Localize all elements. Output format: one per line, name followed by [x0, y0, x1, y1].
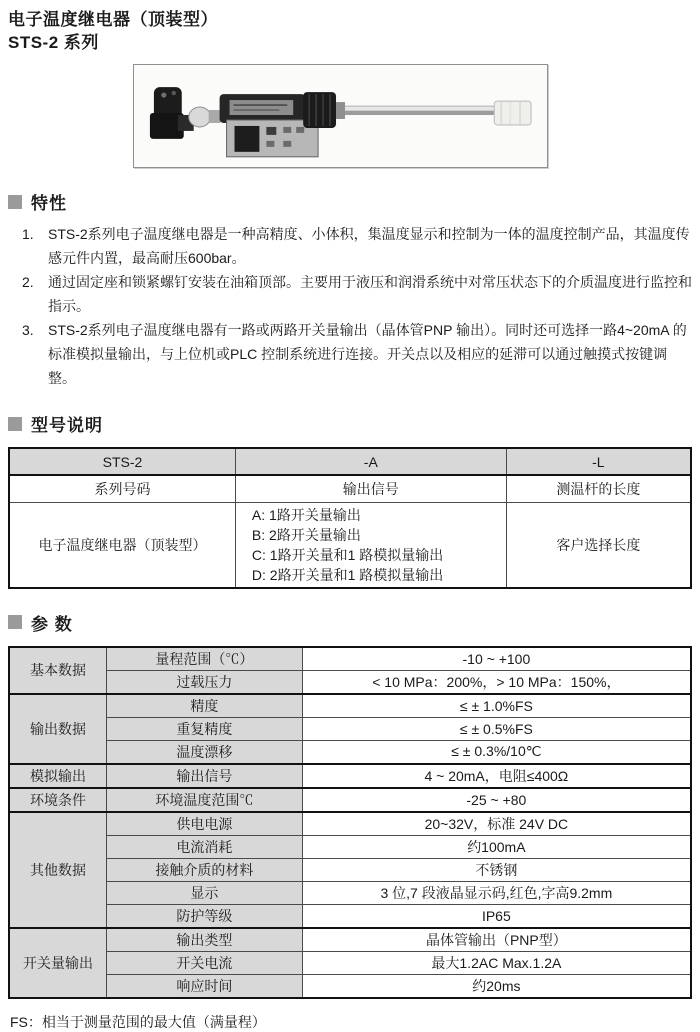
page-title: 电子温度继电器（顶装型） [8, 10, 218, 29]
param-label-cell: 开关电流 [107, 951, 303, 974]
table-row [9, 951, 691, 974]
list-item [22, 270, 694, 318]
model-code-cell: -A [235, 448, 506, 475]
param-group-cell: 输出数据 [9, 694, 107, 764]
table-row [9, 928, 691, 952]
table-row [9, 694, 691, 718]
footnote: FS：相当于测量范围的最大值（满量程） [10, 1013, 266, 1030]
param-label-cell: 精度 [107, 694, 303, 718]
section-heading-model [8, 411, 692, 436]
param-label-cell: 温度漂移 [107, 740, 303, 764]
table-row [9, 502, 691, 588]
section-heading-features [8, 189, 692, 214]
table-row [9, 835, 691, 858]
param-label-cell: 环境温度范围℃ [107, 788, 303, 812]
model-label-cell: 测温杆的长度 [506, 475, 691, 502]
table-row [9, 448, 691, 475]
model-detail-cell: 电子温度继电器（顶装型） [9, 502, 235, 588]
param-value-cell: 约20ms [302, 974, 691, 998]
param-label-cell: 供电电源 [107, 812, 303, 836]
output-option: C: 1路开关量和1 路模拟量输出 [251, 546, 444, 563]
param-value-cell: -10 ~ +100 [302, 647, 691, 671]
param-group-cell: 模拟输出 [9, 764, 107, 788]
model-code-cell: STS-2 [9, 448, 235, 475]
table-row [9, 764, 691, 788]
param-group-cell: 其他数据 [9, 812, 107, 928]
param-value-cell: ≤ ± 0.5%FS [302, 717, 691, 740]
param-value-cell: 晶体管输出（PNP型） [302, 928, 691, 952]
temperature-relay-image [134, 65, 547, 167]
output-option: A: 1路开关量输出 [251, 506, 361, 523]
section-title-model: 型号说明 [31, 416, 103, 435]
section-heading-params [8, 610, 692, 635]
table-row [9, 740, 691, 764]
model-table [8, 447, 692, 589]
table-row [9, 881, 691, 904]
param-label-cell: 响应时间 [107, 974, 303, 998]
feature-list [22, 222, 694, 390]
model-output-options-cell [235, 502, 506, 588]
param-label-cell: 电流消耗 [107, 835, 303, 858]
table-row [9, 670, 691, 694]
list-item-number: 2. [22, 274, 34, 290]
param-group-cell: 环境条件 [9, 788, 107, 812]
section-bullet-icon [8, 195, 22, 209]
table-row [9, 717, 691, 740]
table-row [9, 788, 691, 812]
section-bullet-icon [8, 417, 22, 431]
list-item-number: 3. [22, 322, 34, 338]
list-item [22, 318, 694, 390]
param-value-cell: ≤ ± 1.0%FS [302, 694, 691, 718]
param-label-cell: 显示 [107, 881, 303, 904]
table-row [9, 904, 691, 928]
param-group-cell: 开关量输出 [9, 928, 107, 998]
table-row [9, 647, 691, 671]
model-label-cell: 系列号码 [9, 475, 235, 502]
param-label-cell: 输出信号 [107, 764, 303, 788]
output-option: D: 2路开关量和1 路模拟量输出 [251, 566, 444, 583]
param-value-cell: 最大1.2AC Max.1.2A [302, 951, 691, 974]
param-value-cell: 3 位,7 段液晶显示码,红色,字高9.2mm [302, 881, 691, 904]
table-row [9, 475, 691, 502]
table-row [9, 812, 691, 836]
param-label-cell: 过载压力 [107, 670, 303, 694]
list-item-text: STS-2系列电子温度继电器有一路或两路开关量输出（晶体管PNP 输出）。同时还可选择一路4~20mA 的标准模拟量输出，与上位机或PLC 控制系统进行连接。开关点以及相应的延滞可以通过触摸式按键调整。 [48, 322, 687, 386]
list-item [22, 222, 694, 270]
param-label-cell: 接触介质的材料 [107, 858, 303, 881]
product-photo [133, 64, 548, 168]
param-value-cell: ≤ ± 0.3%/10℃ [302, 740, 691, 764]
param-group-cell: 基本数据 [9, 647, 107, 694]
list-item-number: 1. [22, 226, 34, 242]
section-title-features: 特性 [31, 194, 67, 213]
param-value-cell: -25 ~ +80 [302, 788, 691, 812]
output-option: B: 2路开关量输出 [251, 526, 361, 543]
parameters-table [8, 646, 692, 999]
param-value-cell: 20~32V，标准 24V DC [302, 812, 691, 836]
model-code-cell: -L [506, 448, 691, 475]
table-row [9, 974, 691, 998]
section-title-params: 参 数 [31, 614, 73, 634]
table-row [9, 858, 691, 881]
param-label-cell: 重复精度 [107, 717, 303, 740]
param-value-cell: IP65 [302, 904, 691, 928]
param-value-cell: < 10 MPa：200%，> 10 MPa：150%， [302, 670, 691, 694]
model-label-cell: 输出信号 [235, 475, 506, 502]
list-item-text: 通过固定座和锁紧螺钉安装在油箱顶部。主要用于液压和润滑系统中对常压状态下的介质温度进行监控和指示。 [48, 274, 692, 314]
param-value-cell: 约100mA [302, 835, 691, 858]
model-detail-cell: 客户选择长度 [506, 502, 691, 588]
param-value-cell: 不锈钢 [302, 858, 691, 881]
param-value-cell: 4 ~ 20mA，电阻≤400Ω [302, 764, 691, 788]
param-label-cell: 量程范围（℃） [107, 647, 303, 671]
param-label-cell: 输出类型 [107, 928, 303, 952]
list-item-text: STS-2系列电子温度继电器是一种高精度、小体积，集温度显示和控制为一体的温度控制产品，其温度传感元件内置，最高耐压600bar。 [48, 226, 690, 266]
section-bullet-icon [8, 615, 22, 629]
param-label-cell: 防护等级 [107, 904, 303, 928]
series-subtitle: STS-2 系列 [8, 33, 99, 52]
